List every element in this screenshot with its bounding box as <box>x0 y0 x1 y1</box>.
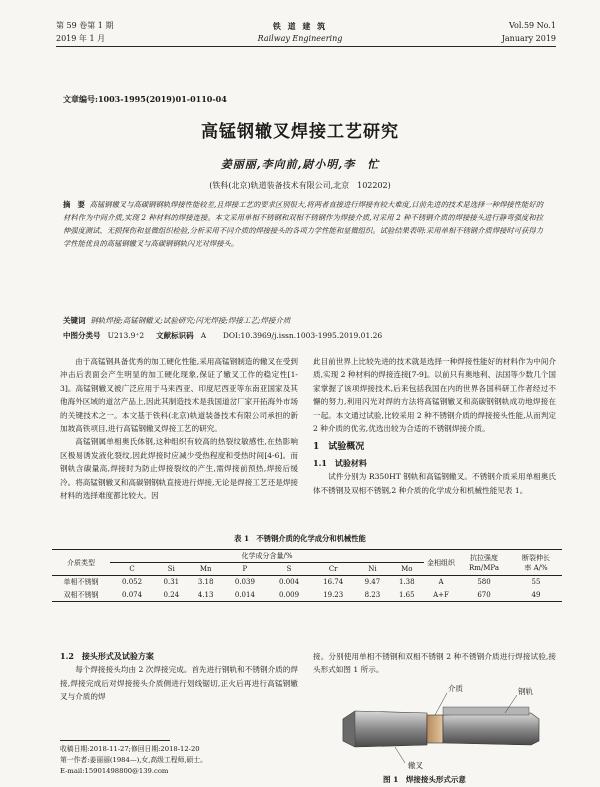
elongation-label: 断裂伸长 <box>522 553 550 562</box>
classification <box>63 330 543 342</box>
cell: 0.009 <box>267 589 311 602</box>
doc-code-value: A <box>200 331 207 340</box>
frog-shape <box>343 711 427 747</box>
cell: 0.039 <box>234 578 255 587</box>
header-rule <box>56 46 556 47</box>
table-row <box>52 589 562 602</box>
footnote-received: 收稿日期:2018-11-27;修回日期:2018-12-20 <box>60 745 200 753</box>
keywords <box>63 315 543 327</box>
element-header: C <box>110 563 154 576</box>
section-1-2-text: 每个焊接接头均由 2 次焊接完成。首先进行钢轨和不锈钢介质的焊接,焊接完成后对焊接接头介质侧进行划线锯切,正火后再进行高锰钢辙叉与介质的焊 <box>60 665 298 702</box>
cell: 0.24 <box>154 589 188 602</box>
abstract-text: 高锰钢辙叉与高碳钢钢轨焊接性能较差,且焊接工艺的要求区别很大,将两者直接进行焊接有较大难度,目前先进的技术是选择一种焊接性能好的材料作为中间介质,实现 2 种材料的焊接连接。本文采用单相不锈钢和双相不锈钢作为焊接介质,对采用 2 种不锈钢介质的焊接接头进行静弯强度和拉伸强度测试、无损探伤和显微组织检验,分析采用不同介质的焊接接头的各项力学性能和显微组织。试验结果表明:采用单相不锈钢介质焊接时可获得力学性能优良的高锰钢辙叉与高碳钢钢轨闪光对焊接头。 <box>63 200 543 248</box>
cell: A+F <box>424 589 458 602</box>
intro-paragraph-3: 此目前世界上比较先进的技术就是选择一种焊接性能好的材料作为中间介质,实现 2 种材料的焊接连接[7-9]。以前只有奥地利、法国等少数几个国家掌握了该项焊接技术,后来包括我国在内的世界各国科研工作者经过不懈的努力,利用闪光对焊的方法将高锰钢辙叉和高碳钢钢轨成功地焊接在一起。本文通过试验,比较采用 2 种不锈钢介质的焊接接头性能,从而判定 2 种介质的优劣,优选出较为合适的不锈钢焊接介质。 <box>313 357 556 434</box>
element-header: Cr <box>311 563 355 576</box>
frog-leader <box>395 747 405 763</box>
rail-head <box>443 707 529 715</box>
cell: 0.004 <box>279 578 300 587</box>
table-row <box>52 576 562 589</box>
rail-shape <box>443 713 539 745</box>
footnote-rule <box>60 740 170 741</box>
tensile-label: 抗拉强度 <box>470 553 498 562</box>
cell: 16.74 <box>323 578 344 587</box>
cell: 670 <box>458 589 510 602</box>
table-header-elongation <box>510 550 562 576</box>
header-volume-cn: 第 59 卷第 1 期 <box>56 21 114 30</box>
keywords-label: 关键词 <box>63 316 86 325</box>
table-1 <box>52 549 562 602</box>
paper-affiliation: (铁科(北京)轨道装备技术有限公司,北京 102202) <box>209 181 391 190</box>
section-1-heading: 1 试验概况 <box>313 442 365 453</box>
table-1-caption: 表 1 不锈钢介质的化学成分和机械性能 <box>234 534 366 543</box>
cell: 49 <box>510 589 562 602</box>
section-1-2-continued: 接。分别使用单相不锈钢和双相不锈钢 2 种不锈钢介质进行焊接试验,接头形式如图 1 所示。 <box>313 652 556 675</box>
elongation-unit: 率 A/% <box>524 563 548 572</box>
medium-shape <box>427 715 443 743</box>
doc-code-label: 文献标识码 <box>156 331 194 340</box>
element-header: S <box>267 563 311 576</box>
materials-paragraph: 试件分别为 R350HT 钢轨和高锰钢辙叉。不锈钢介质采用单相奥氏体不锈钢及双相不锈钢,2 种介质的化学成分和机械性能见表 1。 <box>313 472 556 495</box>
cell: 1.65 <box>390 589 424 602</box>
cell: 0.052 <box>122 578 143 587</box>
figure-1-caption: 图 1 焊接接头形式示意 <box>383 775 466 784</box>
element-header: Ni <box>355 563 389 576</box>
doi: DOI:10.3969/j.issn.1003-1995.2019.01.26 <box>222 331 383 340</box>
row-type: 双相不锈钢 <box>52 589 110 602</box>
table-header-tensile <box>458 550 510 576</box>
paper-authors: 姜丽丽,李向前,尉小明,李 忙 <box>220 158 380 171</box>
intro-paragraph-2: 高锰钢属单相奥氏体钢,这种组织有较高的热裂纹敏感性,在热影响区极易诱发液化裂纹,因此焊接时应减少受热程度和受热时间[4-6]。而钢轨含碳量高,焊接时为防止焊接裂纹的产生,需焊接前预热,焊接后缓冷。将高锰钢辙叉和高碳钢钢轨直接进行焊接,无论是焊接工艺还是焊接材料的选择难度都比较大。因 <box>60 437 298 501</box>
left-column <box>60 355 298 502</box>
footnote-email: E-mail:15901498800@139.com <box>60 767 169 775</box>
cell: 55 <box>531 578 541 587</box>
header-date-cn: 2019 年 1 月 <box>56 34 106 43</box>
section-1-1-heading: 1.1 试验材料 <box>313 457 367 468</box>
table-header-structure: 金相组织 <box>424 550 458 576</box>
header-journal-cn: 铁 道 建 筑 <box>272 21 328 31</box>
figure-1-diagram <box>335 685 555 771</box>
keywords-text: 钢轨焊接;高锰钢辙叉;试验研究;闪光焊接;焊接工艺;焊接介质 <box>90 316 291 325</box>
footnote-author: 第一作者:姜丽丽(1984—),女,高级工程师,硕士。 <box>60 756 207 764</box>
abstract <box>63 198 543 250</box>
intro-paragraph-1: 由于高锰钢具备优秀的加工硬化性能,采用高锰钢制造的辙叉在受到冲击后表面会产生明显的加工硬化现象,保证了辙叉工作的稳定性[1-3]。高锰钢辙叉被广泛应用于马来西亚、印度尼西亚等东南亚国家及其他海外区域的道岔产品上,因此其制造技术是我国道岔厂家开拓海外市场的关键技术之一。本文基于铁科(北京)轨道装备技术有限公司承担的新加坡高铁项目,进行高锰钢辙叉焊接工艺的研究。 <box>60 357 298 434</box>
cell: 9.47 <box>364 578 381 587</box>
figure-label-rail: 钢轨 <box>518 687 533 696</box>
table-header-type: 介质类型 <box>52 550 110 576</box>
clc-value: U213.9⁺2 <box>107 331 145 340</box>
abstract-label: 摘 要 <box>63 200 85 209</box>
element-header: P <box>223 563 267 576</box>
right-column <box>313 355 556 497</box>
row-type: 单相不锈钢 <box>63 578 99 587</box>
article-number: 文章编号:1003-1995(2019)01-0110-04 <box>63 94 227 104</box>
figure-label-frog: 辙叉 <box>408 761 423 770</box>
cell: 3.18 <box>197 578 214 587</box>
element-header: Mn <box>188 563 222 576</box>
figure-label-medium: 介质 <box>448 684 463 693</box>
cell: 580 <box>477 578 491 587</box>
footnote <box>60 744 300 777</box>
section-1-2 <box>60 650 298 704</box>
header-journal-en: Railway Engineering <box>257 34 343 43</box>
header-volume-en: Vol.59 No.1 <box>509 21 556 30</box>
cell: 4.13 <box>188 589 222 602</box>
cell: A <box>438 578 444 587</box>
table-header-composition: 化学成分含量/% <box>110 550 424 563</box>
frog-end-face <box>343 711 355 747</box>
paper-title: 高锰钢辙叉焊接工艺研究 <box>201 122 399 142</box>
cell: 0.31 <box>163 578 180 587</box>
cell: 0.074 <box>110 589 154 602</box>
element-header: Si <box>154 563 188 576</box>
cell: 0.014 <box>223 589 267 602</box>
cell: 8.23 <box>355 589 389 602</box>
cell: 1.38 <box>399 578 415 587</box>
element-header: Mo <box>390 563 424 576</box>
section-1-2-heading: 1.2 接头形式及试验方案 <box>60 651 154 661</box>
clc-label: 中图分类号 <box>63 331 101 340</box>
tensile-unit: Rm/MPa <box>468 563 499 572</box>
header-date-en: January 2019 <box>501 34 556 43</box>
cell: 19.23 <box>311 589 355 602</box>
